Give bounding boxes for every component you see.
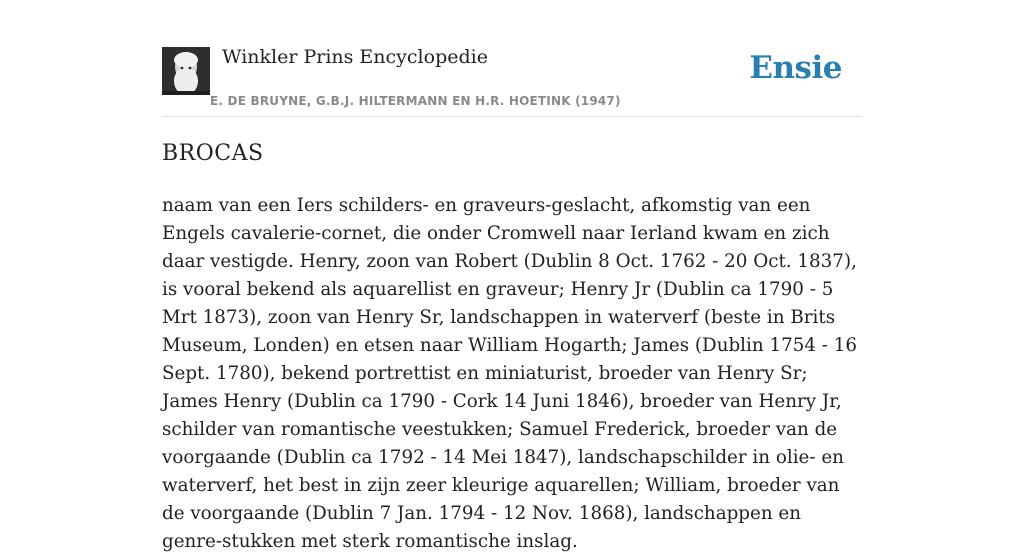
ensie-logo[interactable]: Ensie <box>749 50 842 86</box>
publication-title[interactable]: Winkler Prins Encyclopedie <box>222 46 488 68</box>
entry-text: naam van een Iers schilders- en graveurs-geslacht, afkomstig van een Engels cavalerie-cornet, die onder Cromwell naar Ierland kwam en zich daar vestigde. Henry, zoon van Robert (Dublin 8 Oct. 1762 - 20 Oct. 1837), is vooral bekend als aquarellist en graveur; Henry Jr (Dublin ca 1790 - 5 Mrt 1873), zoon van Henry Sr, landschappen in waterverf (beste in Brits Museum, Londen) en etsen naar William Hogarth; James (Dublin 1754 - 16 Sept. 1780), bekend portrettist en miniaturist, broeder van Henry Sr; James Henry (Dublin ca 1790 - Cork 14 Juni 1846), broeder van Henry Jr, schilder van romantische veestukken; Samuel Frederick, broeder van de voorgaande (Dublin ca 1792 - 14 Mei 1847), landschapschilder in olie- en waterverf, het best in zijn zeer kleurige aquarellen; William, broeder van de voorgaande (Dublin 7 Jan. 1794 - 12 Nov. 1868), landschappen en genre-stukken met sterk romantische inslag. <box>162 195 858 552</box>
entry-title: BROCAS <box>162 141 264 166</box>
author-portrait-avatar[interactable] <box>162 47 210 95</box>
publication-header <box>162 0 862 117</box>
portrait-icon <box>162 47 210 95</box>
publication-authors: E. DE BRUYNE, G.B.J. HILTERMANN EN H.R. HOETINK (1947) <box>210 94 621 108</box>
